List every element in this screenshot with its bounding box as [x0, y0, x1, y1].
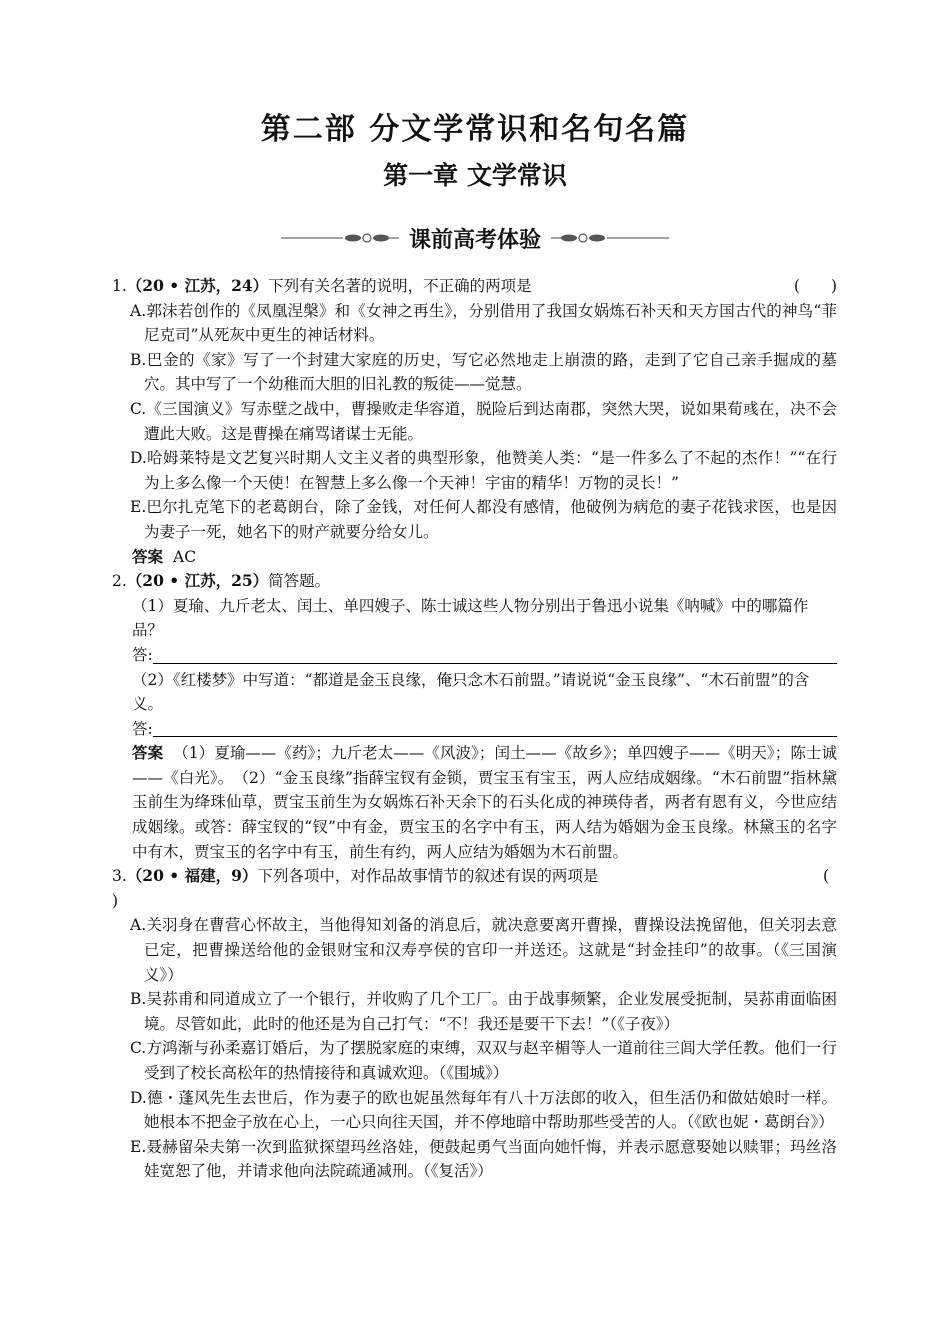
answer-label: 答案: [132, 546, 164, 566]
question-content: [112, 274, 837, 1184]
answer-parenthesis-close: ): [112, 891, 119, 910]
sub-question-1: （1）夏瑜、九斤老太、闰土、单四嫂子、陈士诚这些人物分别出于鲁迅小说集《呐喊》中的哪篇作品？: [132, 596, 809, 640]
reply-blank: [153, 646, 837, 664]
answer-text: AC: [173, 547, 197, 566]
option-c: C.方鸿渐与孙柔嘉订婚后，为了摆脱家庭的束缚，双双与赵辛楣等人一道前往三闾大学任教。他们一行受到了校长高松年的热情接待和真诚欢迎。（《围城》）: [130, 1039, 837, 1082]
sub-question-2: （2）《红楼梦》中写道：“都道是金玉良缘，俺只念木石前盟。”请说说“金玉良缘”、“木石前盟”的含义。: [132, 670, 810, 714]
question-text: 下列各项中，对作品故事情节的叙述有误的两项是: [257, 867, 599, 886]
question-text: 下列有关名著的说明，不正确的两项是: [268, 277, 532, 295]
option-e: E.巴尔扎克笔下的老葛朗台，除了金钱，对任何人都没有感情，他破例为病危的妻子花钱求医，也是因为妻子一死，她名下的财产就要分给女儿。: [130, 498, 837, 541]
answer-block: [112, 741, 837, 864]
option-d: D.德・蓬风先生去世后，作为妻子的欧也妮虽然每年有八十万法郎的收入，但生活仍和做姑娘时一样。她根本不把金子放在心上，一心只向往天国，并不停地暗中帮助那些受苦的人。（《欧也妮・葛朗台》）: [130, 1088, 837, 1132]
answer-block: [112, 545, 837, 570]
part-title: 第二部 分文学常识和名句名篇: [260, 112, 690, 147]
reply-label: 答:: [132, 719, 153, 738]
answer-text: （1）夏瑜——《药》；九斤老太——《风波》；闰土——《故乡》；单四嫂子——《明天》；陈士诚——《白光》。 （2）“金玉良缘”指薛宝钗有金锁，贾宝玉有宝玉，两人应结成姻缘。“木石前盟”指林黛玉前生为绛珠仙草，贾宝玉前生为女娲炼石补天余下的石头化成的神瑛侍者，两者有恩有义，今世应结成姻缘。或答：薛宝钗的“钗”中有金，贾宝玉的名字中有玉，两人结为婚姻为金玉良缘。林黛玉的名字中有木，贾宝玉的名字中有玉，前生有约，两人应结为婚姻为木石前盟。: [132, 744, 837, 861]
answer-label: 答案: [132, 743, 164, 763]
chapter-title: 第一章 文学常识: [383, 161, 567, 190]
question-2: [112, 569, 837, 864]
option-c: C.《三国演义》写赤壁之战中，曹操败走华容道，脱险后到达南郡，突然大哭，说如果荀彧在，决不会遭此大败。这是曹操在痛骂诸谋士无能。: [130, 399, 837, 443]
option-a: A.关羽身在曹营心怀故主，当他得知刘备的消息后，就决意要离开曹操，曹操设法挽留他，但关羽去意已定，把曹操送给他的金银财宝和汉寿亭侯的官印一并送还。这就是“封金挂印”的故事。（《三国演义》）: [130, 916, 837, 984]
reply-line-2: [112, 717, 837, 742]
option-b: B.吴荪甫和同道成立了一个银行，并收购了几个工厂。由于战事频繁，企业发展受扼制，吴荪甫面临困境。尽管如此，此时的他还是为自己打气：“不！我还是要干下去！”（《子夜》）: [130, 990, 837, 1033]
question-1: [112, 274, 837, 569]
question-number: 2.: [112, 572, 127, 591]
question-1-stem: [112, 274, 837, 299]
question-number: 1.: [112, 277, 127, 295]
question-text: 简答题。: [268, 572, 331, 591]
reply-blank: [153, 719, 837, 737]
reply-label: 答:: [132, 645, 153, 664]
banner-left-ornament-icon: [281, 231, 399, 245]
answer-parenthesis: ( ): [793, 277, 837, 295]
banner-right-ornament-icon: [551, 231, 669, 245]
section-banner: [270, 222, 680, 254]
banner-title: 课前高考体验: [408, 226, 541, 253]
answer-parenthesis-open: (: [822, 867, 829, 886]
reply-line-1: [112, 643, 837, 668]
option-b: B.巴金的《家》写了一个封建大家庭的历史，写它必然地走上崩溃的路，走到了它自己亲手掘成的墓穴。其中写了一个幼稚而大胆的旧礼教的叛徒——觉慧。: [130, 350, 837, 394]
question-number: 3.: [112, 867, 127, 886]
option-d: D.哈姆莱特是文艺复兴时期人文主义者的典型形象，他赞美人类：“是一件多么了不起的杰作！”“在行为上多么像一个天使！在智慧上多么像一个天神！宇宙的精华！万物的灵长！”: [130, 449, 837, 492]
option-e: E.聂赫留朵夫第一次到监狱探望玛丝洛娃，便鼓起勇气当面向她忏悔，并表示愿意娶她以赎罪；玛丝洛娃宽恕了他，并请求他向法院疏通减刑。（《复活》）: [130, 1137, 837, 1181]
question-source: （20 • 江苏，24）: [126, 276, 269, 295]
question-3-stem: [112, 864, 837, 889]
question-2-stem: [112, 569, 837, 594]
question-source: （20 • 福建，9）: [126, 866, 258, 886]
question-source: （20 • 江苏，25）: [126, 571, 269, 591]
question-3: [112, 864, 837, 1184]
option-a: A.郭沫若创作的《凤凰涅槃》和《女神之再生》，分别借用了我国女娲炼石补天和天方国古代的神鸟“菲尼克司”从死灰中更生的神话材料。: [130, 301, 837, 345]
